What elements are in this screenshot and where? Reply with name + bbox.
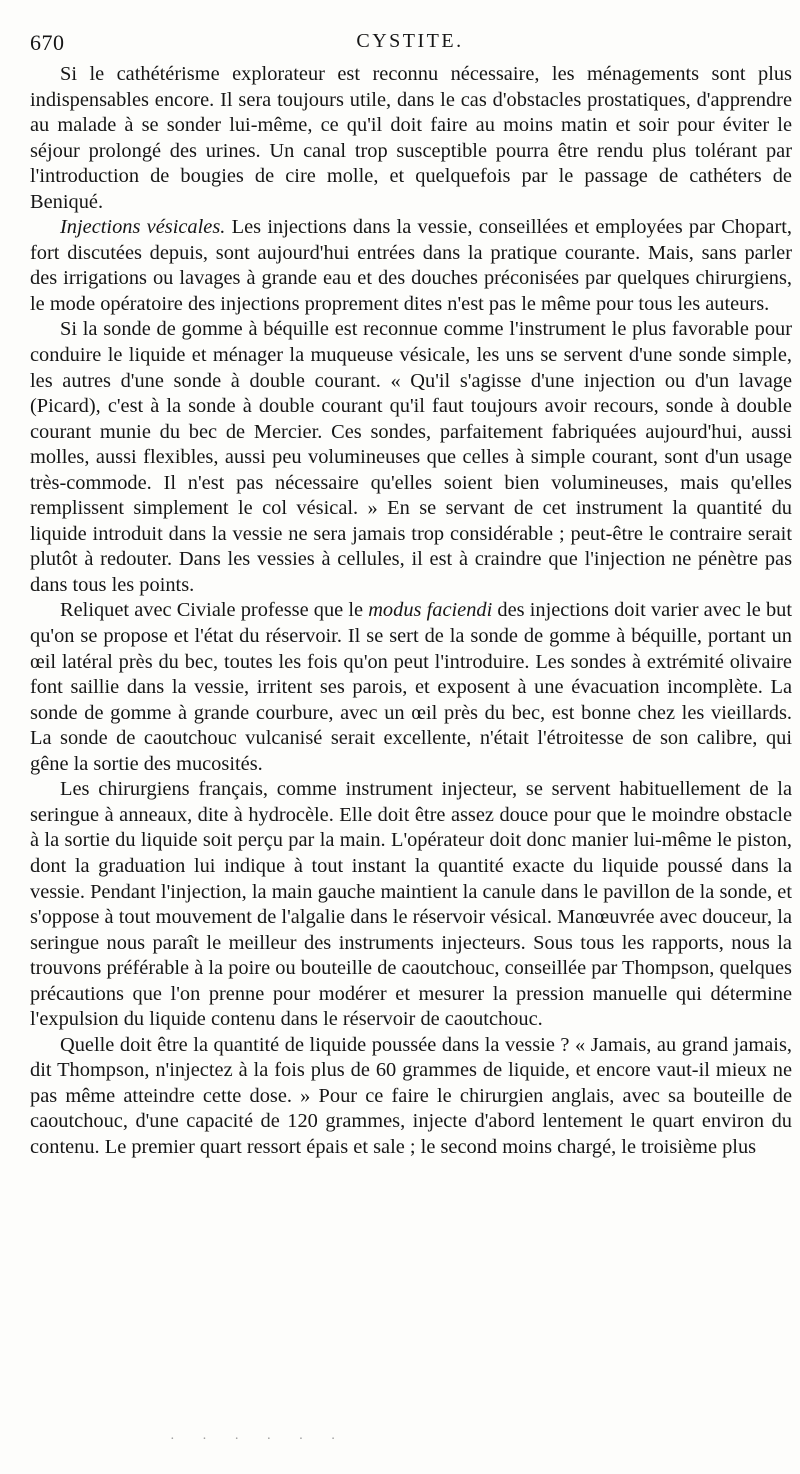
paragraph-text: Les chirurgiens français, comme instrument injecteur, se servent habituellement de la seringue à anneaux, dite à hydrocèle. Elle doit être assez douce pour que le moindre obstacle à la sortie du liquide soit perçu par la main. L'opérateur doit donc manier lui-même le piston, dont la graduation lui indique à tout instant la quantité exacte du liquide poussé dans la vessie. Pendant l'injection, la main gauche maintient la canule dans le pavillon de la sonde, et s'oppose à tout mouvement de l'algalie dans le réservoir vésical. Manœuvrée avec douceur, la seringue nous paraît le meilleur des instruments injecteurs. Sous tous les rapports, nous la trouvons préférable à la poire ou bouteille de caoutchouc, conseillée par Thompson, quelques précautions que l'on prenne pour modérer et mesurer la pression manuelle qui détermine l'expulsion du liquide contenu dans le réservoir de caoutchouc. (30, 778, 792, 1031)
paragraph-text: Reliquet avec Civiale professe que le (60, 599, 369, 622)
section-heading-italic: Injections vésicales. (60, 216, 226, 239)
paragraph (30, 215, 792, 317)
paragraph-text: Si le cathétérisme explorateur est reconnu nécessaire, les ménagements sont plus indispensables encore. Il sera toujours utile, dans le cas d'obstacles prostatiques, d'apprendre au malade à se sonder lui-même, ce qu'il doit faire au moins matin et soir pour éviter le séjour prolongé des urines. Un canal trop susceptible pourra être rendu plus tolérant par l'introduction de bougies de cire molle, et quelquefois par le passage de cathéters de Beniqué. (30, 63, 792, 213)
paragraph (30, 598, 792, 777)
page-footer-marks: · · · · · · (170, 1432, 348, 1447)
paragraph (30, 777, 792, 1032)
paragraph (30, 317, 792, 598)
paragraph (30, 1033, 792, 1161)
page-header (30, 30, 790, 60)
paragraph (30, 62, 792, 215)
paragraph-text: des injections doit varier avec le but qu'on se propose et l'état du réservoir. Il se sert de la sonde de gomme à béquille, portant un œil latéral près du bec, toutes les fois qu'on peut l'introduire. Les sondes à extrémité olivaire font saillie dans la vessie, irritent ses parois, et exposent à une évacuation incomplète. La sonde de gomme à grande courbure, avec un œil près du bec, est bonne chez les vieillards. La sonde de caoutchouc vulcanisé serait excellente, n'était l'étroitesse de son calibre, qui gêne la sortie des mucosités. (30, 599, 793, 775)
paragraph-text: Si la sonde de gomme à béquille est reconnue comme l'instrument le plus favorable pour conduire le liquide et ménager la muqueuse vésicale, les uns se servent d'une sonde simple, les autres d'une sonde à double courant. « Qu'il s'agisse d'une injection ou d'un lavage (Picard), c'est à la sonde à double courant qu'il faut toujours avoir recours, sonde à double courant munie du bec de Mercier. Ces sondes, parfaitement fabriquées aujourd'hui, aussi molles, aussi flexibles, aussi peu volumineuses que celles à simple courant, sont d'un usage très-commode. Il n'est pas nécessaire qu'elles soient bien volumineuses, mais qu'elles remplissent simplement le col vésical. » En se servant de cet instrument la quantité du liquide introduit dans la vessie ne sera jamais trop considérable ; peut-être le contraire serait plutôt à redouter. Dans les vessies à cellules, il est à craindre que l'injection ne pénètre pas dans tous les points. (30, 318, 792, 596)
paragraph-text: Les injections dans la vessie, conseillées et employées par Chopart, fort discutées depuis, sont aujourd'hui entrées dans la pratique courante. Mais, sans parler des irrigations ou lavages à grande eau et des douches préconisées par quelques chirurgiens, le mode opératoire des injections proprement dites n'est pas le même pour tous les auteurs. (30, 216, 792, 315)
page-number: 670 (30, 30, 65, 55)
italic-phrase: modus faciendi (368, 599, 493, 622)
body-text (30, 62, 792, 1161)
running-title: CYSTITE. (356, 30, 464, 52)
paragraph-text: Quelle doit être la quantité de liquide poussée dans la vessie ? « Jamais, au grand jamais, dit Thompson, n'injectez à la fois plus de 60 grammes de liquide, et encore vaut-il mieux ne pas même atteindre cette dose. » Pour ce faire le chirurgien anglais, avec sa bouteille de caoutchouc, d'une capacité de 120 grammes, injecte d'abord lentement le quart environ du contenu. Le premier quart ressort épais et sale ; le second moins chargé, le troisième plus (30, 1033, 792, 1158)
